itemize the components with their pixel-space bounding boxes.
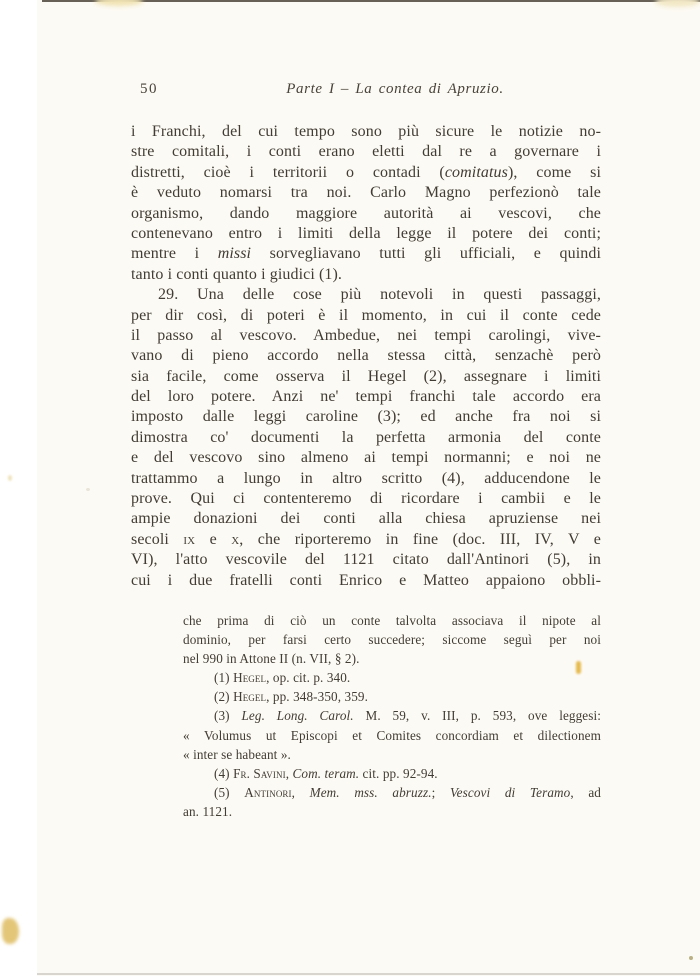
text-line: trattammo a lungo in altro scritto (4), adducendone le [131, 469, 601, 487]
text-line: imposto dalle leggi caroline (3); ed anche fra noi si [131, 408, 601, 426]
paper-speck [689, 956, 693, 960]
text-line: vano di pieno accordo nella stessa città, senzachè però [131, 347, 601, 365]
paper-stain [95, 0, 143, 6]
text-line: « inter se habeant ». [183, 746, 291, 762]
paper-stain [2, 918, 19, 944]
text-line: prove. Qui ci contenteremo di ricordare i cambii e le [131, 490, 601, 508]
text-line: tanto i conti quanto i giudici (1). [131, 265, 343, 283]
text-line: dimostra co' documenti la perfetta armonia del conte [131, 428, 601, 446]
text-line: nel 990 in Attone II (n. VII, § 2). [183, 651, 360, 667]
running-head [131, 81, 601, 99]
body-text [131, 122, 601, 591]
text-line: ampie donazioni dei conti alla chiesa apruziense nei [131, 510, 601, 528]
text-line: organismo, dando maggiore autorità ai vescovi, che [131, 204, 601, 222]
scan-edge-bottom [37, 973, 700, 975]
text-line: mentre i missi sorvegliavano tutti gli ufficiali, e quindi [131, 245, 601, 263]
text-line: distretti, cioè i territorii o contadi (comitatus), come si [131, 163, 601, 181]
text-line: del loro potere. Anzi ne' tempi franchi tale accordo era [131, 388, 601, 406]
text-line: contenevano entro i limiti della legge il potere dei conti; [131, 224, 601, 242]
text-line: stre comitali, i conti erano eletti dal re a governare i [131, 143, 601, 161]
text-line: VI), l'atto vescovile del 1121 citato dall'Antinori (5), in [131, 551, 601, 569]
text-line: i Franchi, del cui tempo sono più sicure le notizie no- [131, 123, 601, 140]
text-line: (1) Hegel, op. cit. p. 340. [214, 670, 351, 686]
paper-stain [655, 0, 700, 7]
text-line: « Volumus ut Episcopi et Comites concordiam et dilectionem [183, 727, 601, 743]
text-line: 29. Una delle cose più notevoli in questi passaggi, [158, 286, 601, 304]
text-line: an. 1121. [183, 803, 233, 819]
text-line: sia facile, come osserva il Hegel (2), assegnare i limiti [131, 367, 601, 385]
running-title: Parte I – La contea di Apruzio. [286, 81, 504, 97]
text-line: (4) Fr. Savini, Com. teram. cit. pp. 92-94. [214, 765, 438, 781]
text-line: (3) Leg. Long. Carol. M. 59, v. III, p. 593, ove leggesi: [214, 708, 601, 724]
text-line: e del vescovo sino almeno ai tempi normanni; e noi ne [131, 449, 601, 467]
page-number: 50 [140, 81, 158, 97]
text-line: (5) Antinori, Mem. mss. abruzz.; Vescovi di Teramo, ad [214, 784, 601, 800]
text-line: per dir così, di poteri è il momento, in cui il conte cede [131, 306, 601, 324]
text-line: cui i due fratelli conti Enrico e Matteo appaiono obbli- [131, 571, 601, 589]
page-left-margin [0, 0, 37, 976]
paper-speck [8, 475, 12, 481]
text-line: secoli ix e x, che riporteremo in fine (doc. III, IV, V e [131, 530, 601, 548]
text-line: (2) Hegel, pp. 348-350, 359. [214, 689, 369, 705]
text-line: dominio, per farsi certo succedere; siccome seguì per noi [183, 632, 601, 648]
footnotes [183, 611, 601, 821]
text-line: è veduto nomarsi tra noi. Carlo Magno perfezionò tale [131, 184, 601, 202]
text-line: il passo al vescovo. Ambedue, nei tempi carolingi, vive- [131, 326, 601, 344]
text-line: che prima di ciò un conte talvolta associava il nipote al [183, 613, 601, 628]
paper-speck [86, 488, 90, 491]
